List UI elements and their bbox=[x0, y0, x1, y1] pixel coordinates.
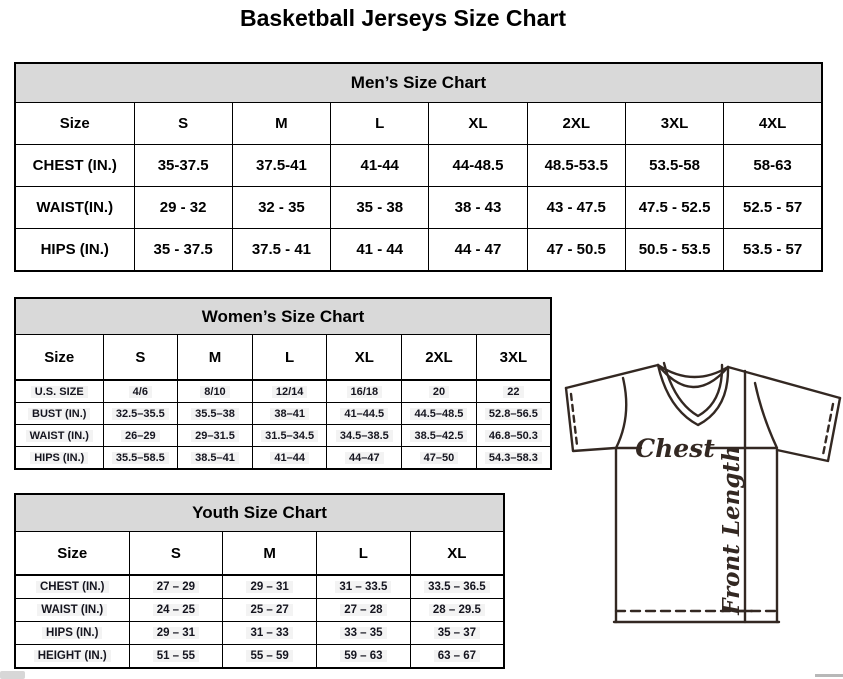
cell-value bbox=[103, 403, 178, 425]
column-header: L bbox=[331, 103, 429, 145]
column-header: S bbox=[134, 103, 232, 145]
cell-value bbox=[134, 229, 232, 272]
column-header: M bbox=[232, 103, 330, 145]
cell-value bbox=[232, 229, 330, 272]
cell-text: 58-63 bbox=[753, 157, 792, 174]
column-header: 2XL bbox=[527, 103, 625, 145]
armhole-seam bbox=[755, 383, 777, 448]
youth-size-chart-table bbox=[14, 493, 505, 669]
cell-text: 33.5 – 36.5 bbox=[424, 581, 490, 593]
table-row bbox=[15, 645, 504, 669]
table-title-row bbox=[15, 63, 822, 103]
cell-value bbox=[317, 575, 411, 599]
cell-text: 16/18 bbox=[347, 386, 383, 398]
cell-text: 29 - 32 bbox=[159, 199, 207, 216]
cell-text: 25 – 27 bbox=[246, 604, 292, 616]
cell-value bbox=[232, 187, 330, 229]
cell-text: 32 - 35 bbox=[258, 199, 305, 216]
cell-value bbox=[402, 447, 477, 470]
cell-text: 43 - 47.5 bbox=[546, 199, 606, 216]
cell-value bbox=[476, 403, 551, 425]
table-row bbox=[15, 403, 551, 425]
cell-value bbox=[317, 645, 411, 669]
cell-text: 29 – 31 bbox=[153, 627, 199, 639]
column-header: M bbox=[223, 532, 317, 576]
cell-text: HIPS (IN.) bbox=[40, 241, 109, 258]
youth-size-chart-section bbox=[14, 493, 505, 669]
cell-text: 8/10 bbox=[200, 386, 229, 398]
cell-value bbox=[178, 403, 253, 425]
row-label bbox=[15, 425, 103, 447]
cell-text: 35.5–58.5 bbox=[112, 452, 169, 464]
cell-text: 52.5 - 57 bbox=[742, 199, 803, 216]
row-label bbox=[15, 403, 103, 425]
mens-size-chart-section bbox=[14, 62, 823, 272]
cell-value bbox=[429, 145, 527, 187]
cell-value bbox=[252, 447, 327, 470]
column-header: S bbox=[103, 335, 178, 381]
cell-text: 59 – 63 bbox=[340, 650, 386, 662]
cell-text: 41 - 44 bbox=[356, 241, 404, 258]
cell-value bbox=[178, 447, 253, 470]
cell-text: 35.5–38 bbox=[191, 408, 239, 420]
table-row bbox=[15, 425, 551, 447]
column-header: Size bbox=[15, 103, 134, 145]
cell-text: 35 - 38 bbox=[356, 199, 404, 216]
cell-value bbox=[252, 425, 327, 447]
cell-text: 53.5 - 57 bbox=[742, 241, 803, 258]
cell-text: 53.5-58 bbox=[649, 157, 700, 174]
cell-value bbox=[625, 229, 723, 272]
cell-text: 38–41 bbox=[270, 408, 309, 420]
cell-text: 41–44 bbox=[270, 452, 309, 464]
cell-text: 44-48.5 bbox=[452, 157, 504, 174]
column-header: 4XL bbox=[724, 103, 822, 145]
cell-text: 44 - 47 bbox=[454, 241, 502, 258]
column-header-row bbox=[15, 103, 822, 145]
row-label bbox=[15, 575, 129, 599]
mens-table-title: Men’s Size Chart bbox=[15, 63, 822, 103]
table-row bbox=[15, 575, 504, 599]
cell-text: 26–29 bbox=[121, 430, 160, 442]
cell-text: WAIST(IN.) bbox=[36, 199, 114, 216]
cell-text: 31 – 33 bbox=[246, 627, 292, 639]
cell-value bbox=[223, 645, 317, 669]
column-header: XL bbox=[429, 103, 527, 145]
cell-text: U.S. SIZE bbox=[31, 386, 88, 398]
cell-value bbox=[317, 622, 411, 645]
cell-value bbox=[331, 229, 429, 272]
cell-text: 46.8–50.3 bbox=[485, 430, 542, 442]
scrollbar-fragment-right bbox=[815, 674, 843, 677]
cell-text: 22 bbox=[503, 386, 523, 398]
column-header: XL bbox=[327, 335, 402, 381]
cell-text: 35-37.5 bbox=[157, 157, 209, 174]
cell-text: 38.5–41 bbox=[191, 452, 239, 464]
cell-text: HIPS (IN.) bbox=[30, 452, 88, 464]
cell-text: WAIST (IN.) bbox=[37, 604, 107, 616]
cell-text: 31.5–34.5 bbox=[261, 430, 318, 442]
cell-value bbox=[724, 229, 822, 272]
cell-value bbox=[327, 447, 402, 470]
table-title-row bbox=[15, 494, 504, 532]
row-label bbox=[15, 645, 129, 669]
cell-value bbox=[410, 575, 504, 599]
cell-value bbox=[327, 403, 402, 425]
cell-value bbox=[223, 575, 317, 599]
cell-text: 27 – 28 bbox=[340, 604, 386, 616]
scrollbar-fragment-left bbox=[0, 671, 25, 679]
cell-value bbox=[134, 187, 232, 229]
column-header: S bbox=[129, 532, 223, 576]
cell-value bbox=[625, 145, 723, 187]
cell-text: 24 – 25 bbox=[153, 604, 199, 616]
cell-text: CHEST (IN.) bbox=[36, 581, 109, 593]
column-header: L bbox=[317, 532, 411, 576]
cell-text: 41–44.5 bbox=[340, 408, 388, 420]
table-row bbox=[15, 622, 504, 645]
cell-value bbox=[327, 425, 402, 447]
cell-text: 4/6 bbox=[129, 386, 152, 398]
row-label bbox=[15, 229, 134, 272]
cell-value bbox=[429, 187, 527, 229]
cell-text: BUST (IN.) bbox=[28, 408, 90, 420]
cell-text: 38.5–42.5 bbox=[410, 430, 467, 442]
cell-value bbox=[331, 187, 429, 229]
cell-value bbox=[103, 380, 178, 403]
cell-text: 54.3–58.3 bbox=[485, 452, 542, 464]
youth-table-title: Youth Size Chart bbox=[15, 494, 504, 532]
cell-text: 41-44 bbox=[360, 157, 399, 174]
cell-text: 34.5–38.5 bbox=[336, 430, 393, 442]
womens-table-title: Women’s Size Chart bbox=[15, 298, 551, 335]
cell-value bbox=[103, 447, 178, 470]
cell-value bbox=[129, 645, 223, 669]
column-header: 2XL bbox=[402, 335, 477, 381]
cell-value bbox=[476, 380, 551, 403]
cell-value bbox=[178, 425, 253, 447]
cell-text: 63 – 67 bbox=[434, 650, 480, 662]
cell-text: 37.5 - 41 bbox=[251, 241, 312, 258]
cell-value bbox=[724, 187, 822, 229]
table-title-row bbox=[15, 298, 551, 335]
cell-value bbox=[232, 145, 330, 187]
cell-value bbox=[178, 380, 253, 403]
cell-value bbox=[129, 599, 223, 622]
cell-text: 20 bbox=[429, 386, 449, 398]
column-header-row bbox=[15, 335, 551, 381]
front-length-label: Front Length bbox=[718, 445, 745, 615]
column-header-row bbox=[15, 532, 504, 576]
table-row bbox=[15, 187, 822, 229]
column-header: Size bbox=[15, 335, 103, 381]
cell-value bbox=[476, 425, 551, 447]
cell-value bbox=[410, 645, 504, 669]
row-label bbox=[15, 380, 103, 403]
cell-value bbox=[129, 575, 223, 599]
row-label bbox=[15, 447, 103, 470]
cell-text: 50.5 - 53.5 bbox=[638, 241, 711, 258]
vneck-line bbox=[664, 363, 722, 416]
table-row bbox=[15, 229, 822, 272]
table-row bbox=[15, 145, 822, 187]
cell-value bbox=[402, 380, 477, 403]
table-row bbox=[15, 599, 504, 622]
cell-text: HEIGHT (IN.) bbox=[34, 650, 111, 662]
cell-value bbox=[327, 380, 402, 403]
cell-value bbox=[527, 229, 625, 272]
cell-text: CHEST (IN.) bbox=[32, 157, 117, 174]
cell-value bbox=[331, 145, 429, 187]
column-header: 3XL bbox=[625, 103, 723, 145]
cell-text: 55 – 59 bbox=[246, 650, 292, 662]
womens-size-chart-section bbox=[14, 297, 552, 470]
cell-value bbox=[429, 229, 527, 272]
row-label bbox=[15, 187, 134, 229]
sleeve-outline bbox=[777, 398, 840, 461]
cell-value bbox=[317, 599, 411, 622]
page-title: Basketball Jerseys Size Chart bbox=[239, 5, 566, 31]
cell-value bbox=[402, 425, 477, 447]
cell-text: 27 – 29 bbox=[153, 581, 199, 593]
cell-text: 32.5–35.5 bbox=[112, 408, 169, 420]
column-header: XL bbox=[410, 532, 504, 576]
cell-text: 52.8–56.5 bbox=[485, 408, 542, 420]
row-label bbox=[15, 622, 129, 645]
mens-size-chart-table bbox=[14, 62, 823, 272]
table-row bbox=[15, 380, 551, 403]
cell-text: 51 – 55 bbox=[153, 650, 199, 662]
cell-value bbox=[402, 403, 477, 425]
cell-value bbox=[527, 145, 625, 187]
column-header: Size bbox=[15, 532, 129, 576]
cell-value bbox=[223, 622, 317, 645]
cell-value bbox=[223, 599, 317, 622]
cell-text: 37.5-41 bbox=[255, 157, 307, 174]
cell-text: 44–47 bbox=[345, 452, 384, 464]
cell-text: 29–31.5 bbox=[191, 430, 239, 442]
cell-text: 47.5 - 52.5 bbox=[638, 199, 711, 216]
cell-value bbox=[410, 622, 504, 645]
cell-value bbox=[476, 447, 551, 470]
row-label bbox=[15, 599, 129, 622]
cell-text: 28 – 29.5 bbox=[429, 604, 485, 616]
cell-text: 12/14 bbox=[272, 386, 308, 398]
cell-value bbox=[410, 599, 504, 622]
cell-text: WAIST (IN.) bbox=[26, 430, 93, 442]
cell-value bbox=[724, 145, 822, 187]
cell-value bbox=[527, 187, 625, 229]
cell-text: 35 - 37.5 bbox=[153, 241, 213, 258]
cell-value bbox=[103, 425, 178, 447]
womens-size-chart-table bbox=[14, 297, 552, 470]
jersey-diagram bbox=[556, 354, 843, 644]
cell-value bbox=[252, 380, 327, 403]
cell-text: 33 – 35 bbox=[340, 627, 386, 639]
cell-text: 47–50 bbox=[420, 452, 459, 464]
cell-text: 48.5-53.5 bbox=[544, 157, 608, 174]
cell-value bbox=[134, 145, 232, 187]
cell-text: HIPS (IN.) bbox=[42, 627, 102, 639]
cell-value bbox=[129, 622, 223, 645]
chest-label: Chest bbox=[635, 434, 715, 463]
cell-text: 44.5–48.5 bbox=[410, 408, 467, 420]
cell-value bbox=[252, 403, 327, 425]
table-row bbox=[15, 447, 551, 470]
cell-text: 35 – 37 bbox=[434, 627, 480, 639]
cell-text: 38 - 43 bbox=[454, 199, 502, 216]
column-header: L bbox=[252, 335, 327, 381]
column-header: M bbox=[178, 335, 253, 381]
armhole-seam bbox=[616, 378, 626, 448]
row-label bbox=[15, 145, 134, 187]
cell-text: 31 – 33.5 bbox=[335, 581, 391, 593]
column-header: 3XL bbox=[476, 335, 551, 381]
cell-value bbox=[625, 187, 723, 229]
jersey-outline bbox=[566, 365, 658, 388]
cell-text: 47 - 50.5 bbox=[546, 241, 606, 258]
cell-text: 29 – 31 bbox=[246, 581, 292, 593]
